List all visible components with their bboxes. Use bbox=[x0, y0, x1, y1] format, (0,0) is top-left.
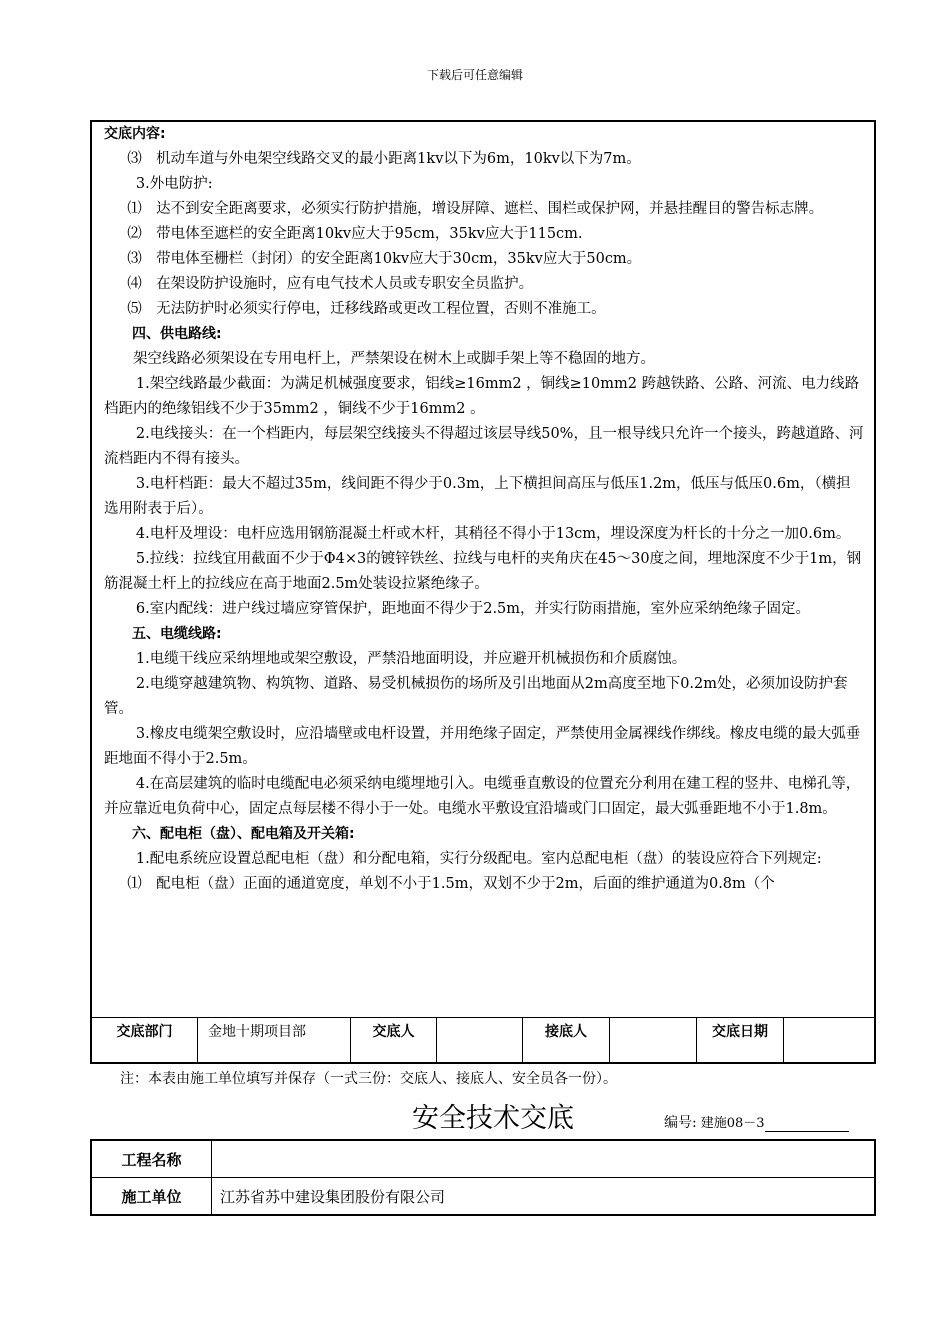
content-paragraph: ⑵ 带电体至遮栏的安全距离10kv应大于95cm，35kv应大于115cm. bbox=[127, 226, 583, 242]
project-name-label: 工程名称 bbox=[92, 1141, 212, 1177]
project-name-row bbox=[92, 1141, 874, 1178]
construction-unit-label: 施工单位 bbox=[92, 1178, 212, 1214]
footnote: 注：本表由施工单位填写并保存（一式三份：交底人、接底人、安全员各一份）。 bbox=[120, 1071, 617, 1087]
content-paragraph: 5.拉线：拉线宜用截面不少于Φ4×3的镀锌铁丝、拉线与电杆的夹角庆在45～30度之间，埋地深度不少于1m，钢筋混凝土杆上的拉线应在高于地面2.5m处装设拉紧绝缘子。 bbox=[104, 551, 862, 592]
content-paragraph: 4.在高层建筑的临时电缆配电必须采纳电缆埋地引入。电缆垂直敷设的位置充分利用在建工程的竖井、电梯孔等，并应靠近电负荷中心，固定点每层楼不得小于一处。电缆水平敷设宜沿墙或门口固定，最大弧垂距地不小于1.8m。 bbox=[104, 776, 861, 817]
section-label: 交底内容: bbox=[104, 126, 166, 142]
header-note: 下载后可任意编辑 bbox=[426, 68, 523, 82]
content-paragraph: 3.外电防护: bbox=[135, 176, 213, 192]
content-paragraph: 1.配电系统应设置总配电柜（盘）和分配电箱，实行分级配电。室内总配电柜（盘）的装设应符合下列规定: bbox=[135, 851, 822, 867]
section-heading: 四、供电路线: bbox=[132, 326, 222, 342]
receiver-label: 接底人 bbox=[523, 1018, 610, 1063]
content-paragraph: 4.电杆及埋设：电杆应选用钢筋混凝土杆或木杆，其稍径不得小于13cm，埋设深度为杆长的十分之一加0.6m。 bbox=[135, 526, 851, 542]
content-paragraph: 6.室内配线：进户线过墙应穿管保护，距地面不得少于2.5m，并实行防雨措施，室外应采纳绝缘子固定。 bbox=[135, 601, 811, 617]
content-paragraph: 1.架空线路最少截面：为满足机械强度要求，铝线≥16mm2 ，铜线≥10mm2 跨越铁路、公路、河流、电力线路档距内的绝缘铝线不少于35mm2 ，铜线不少于16mm2 。 bbox=[104, 376, 860, 417]
project-info-table bbox=[90, 1139, 876, 1216]
serial-underline bbox=[765, 1117, 849, 1132]
content-paragraph: 1.电缆干线应采纳埋地或架空敷设，严禁沿地面明设，并应避开机械损伤和介质腐蚀。 bbox=[135, 651, 687, 667]
form-title: 安全技术交底 bbox=[412, 1103, 574, 1134]
disclosure-content-box bbox=[90, 120, 876, 1064]
content-paragraph: ⑸ 无法防护时必须实行停电，迁移线路或更改工程位置，否则不准施工。 bbox=[127, 301, 606, 317]
content-paragraph: ⑶ 带电体至栅栏（封闭）的安全距离10kv应大于30cm，35kv应大于50cm。 bbox=[127, 251, 642, 267]
serial-code: 建施08－3 bbox=[700, 1116, 765, 1131]
date-value bbox=[784, 1018, 874, 1063]
content-paragraph: ⑴ 配电柜（盘）正面的通道宽度，单划不小于1.5m，双划不少于2m，后面的维护通道为0.8m（个 bbox=[127, 876, 775, 892]
serial-number bbox=[664, 1112, 849, 1132]
discloser-value bbox=[437, 1018, 523, 1063]
content-paragraph: ⑶ 机动车道与外电架空线路交叉的最小距离1kv以下为6m，10kv以下为7m。 bbox=[127, 151, 641, 167]
date-label: 交底日期 bbox=[697, 1018, 784, 1063]
content-paragraph: 3.电杆档距：最大不超过35m，线间距不得少于0.3m，上下横担间高压与低压1.2m，低压与低压0.6m，（横担选用附表于后）。 bbox=[104, 476, 851, 517]
content-paragraph: 2.电线接头：在一个档距内，每层架空线接头不得超过该层导线50%，且一根导线只允许一个接头，跨越道路、河流档距内不得有接头。 bbox=[104, 426, 864, 467]
dept-label: 交底部门 bbox=[92, 1018, 198, 1063]
section-heading: 六、配电柜（盘）、配电箱及开关箱: bbox=[132, 826, 355, 842]
section-heading: 五、电缆线路: bbox=[132, 626, 222, 642]
discloser-label: 交底人 bbox=[351, 1018, 437, 1063]
receiver-value bbox=[610, 1018, 697, 1063]
content-paragraph: 3.橡皮电缆架空敷设时，应沿墙壁或电杆设置，并用绝缘子固定，严禁使用金属裸线作绑线。橡皮电缆的最大弧垂距地面不得小于2.5m。 bbox=[104, 726, 861, 767]
construction-unit-row bbox=[92, 1178, 874, 1214]
construction-unit-value: 江苏省苏中建设集团股份有限公司 bbox=[220, 1187, 446, 1206]
content-paragraph: ⑴ 达不到安全距离要求，必须实行防护措施，增设屏障、遮栏、围栏或保护网，并悬挂醒目的警告标志牌。 bbox=[127, 201, 824, 217]
dept-value: 金地十期项目部 bbox=[198, 1018, 351, 1063]
serial-label: 编号: bbox=[664, 1115, 697, 1131]
content-paragraph: 架空线路必须架设在专用电杆上，严禁架设在树木上或脚手架上等不稳固的地方。 bbox=[133, 351, 655, 367]
disclosure-content bbox=[92, 122, 874, 897]
content-paragraph: ⑷ 在架设防护设施时，应有电气技术人员或专职安全员监护。 bbox=[127, 276, 534, 292]
signature-row bbox=[92, 1017, 874, 1063]
project-name-value bbox=[213, 1141, 874, 1177]
content-paragraph: 2.电缆穿越建筑物、构筑物、道路、易受机械损伤的场所及引出地面从2m高度至地下0.2m处，必须加设防护套管。 bbox=[104, 676, 848, 717]
